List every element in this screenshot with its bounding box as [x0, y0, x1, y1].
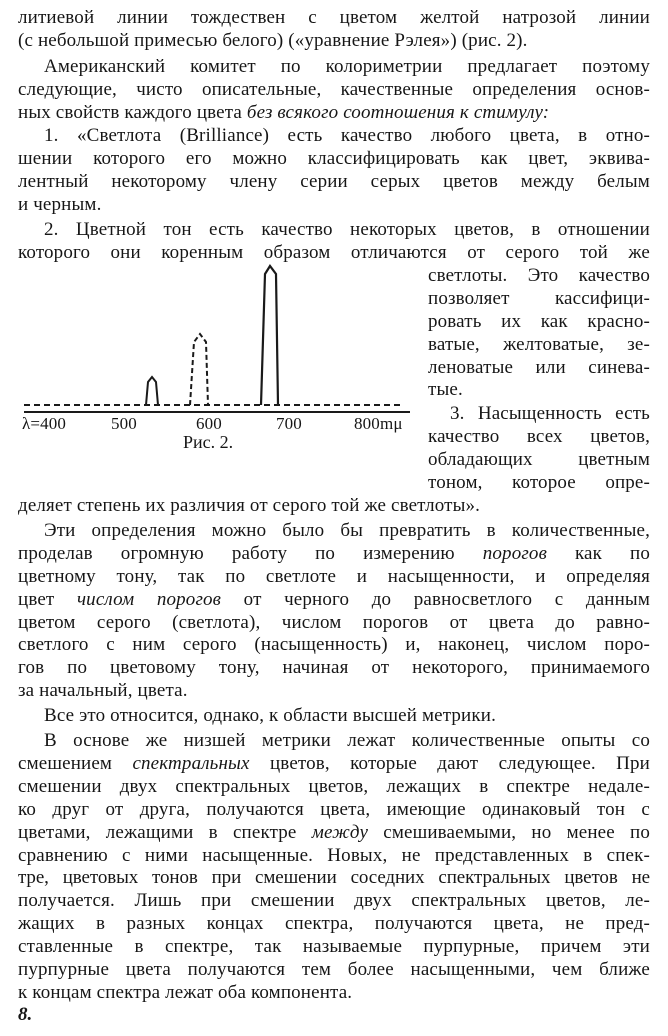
- emphasis: спектральных: [132, 752, 250, 774]
- text-line: сравнению с ними насыщенные. Новых, не представленных в спек-: [18, 844, 650, 866]
- axis-label: 500: [111, 413, 137, 433]
- text-line: и черным.: [18, 194, 102, 216]
- emphasis: числом порогов: [76, 588, 222, 610]
- text-line: позволяет кассифици-: [428, 287, 650, 309]
- text-line: ставленные в спектре, так называемые пурпурные, причем эти: [18, 936, 650, 958]
- text-line: обладающих цветным: [428, 449, 650, 471]
- text-line: 1. «Светлота (Brilliance) есть качество любого цвета, в отно-: [44, 125, 650, 147]
- text-line: пурпурные цвета получаются тем более насыщенными, чем ближе: [18, 959, 650, 981]
- emphasis: между: [311, 821, 369, 843]
- text-line: Эти определения можно было бы превратить в количественные,: [44, 519, 650, 541]
- text-line: леноватые или синева-: [428, 356, 650, 378]
- text-line: которого они коренным образом отличаются от серого той же: [18, 241, 650, 263]
- text-line: смешении двух спектральных цветов, лежащих в спектре недале-: [18, 775, 650, 797]
- peak-3: [261, 266, 278, 405]
- text-line: Американский комитет по колориметрии предлагает поэтому: [44, 55, 650, 77]
- text-line: цветом серого (светлота), числом порогов от цвета до равно-: [18, 611, 650, 633]
- text-line: цветами, лежащими в спектре между смешиваемыми, но менее по: [18, 821, 650, 843]
- axis-label: λ=400: [22, 413, 67, 433]
- text-line: к концам спектра лежат оба компонента.: [18, 982, 353, 1004]
- text-line: ко друг от друга, получаются цвета, имеющие одинаковый тон с: [18, 798, 650, 820]
- text-line: проделав огромную работу по измерению порогов как по: [18, 542, 650, 564]
- text-line: тре, цветовых тонов при смешении соседних спектральных цветов не: [18, 867, 650, 889]
- text-line: лентный некоторому члену серии серых цветов между белым: [18, 171, 650, 193]
- text-line: литиевой линии тождествен с цветом желтой натрозой линии: [18, 7, 650, 28]
- text-line: (с небольшой примесью белого) («уравнение Рэлея») (рис. 2).: [18, 29, 528, 51]
- text-line: деляет степень их различия от серого той же светлоты».: [18, 495, 481, 516]
- text-line: цветному тону, так по светлоте и насыщенности, и определяя: [18, 565, 650, 587]
- text-line: следующие, чисто описательные, качественные определения основ-: [18, 78, 650, 100]
- text-line: цвет числом порогов от черного до равносветлого с данным: [18, 588, 650, 610]
- text-line: смешением спектральных цветов, которые дают следующее. При: [18, 752, 650, 774]
- text-line: получается. Лишь при смешении двух спектральных цветов, ле-: [18, 890, 650, 912]
- text-line: ных свойств каждого цвета без всякого соотношения к стимулу:: [18, 101, 550, 123]
- text-line: тоном, которое опре-: [428, 472, 650, 494]
- text-line: 3. Насыщенность есть: [450, 403, 650, 425]
- text-line: качество всех цветов,: [428, 426, 650, 448]
- text-line: светлого с ним серого (насыщенность) и, наконец, числом поро-: [18, 634, 650, 656]
- emphasis: порогов: [482, 542, 547, 564]
- text-line: тые.: [428, 379, 463, 401]
- text-line: за начальный, цвета.: [18, 680, 188, 702]
- text-line: ватые, желтоватые, зе-: [428, 333, 650, 355]
- text-line: 2. Цветной тон есть качество некоторых цветов, в отношении: [44, 219, 650, 240]
- text-line: шении которого его можно классифицировать как цвет, эквива-: [18, 148, 650, 170]
- axis-label: 700: [276, 413, 302, 433]
- peak-2: [190, 334, 208, 405]
- text-line: В основе же низшей метрики лежат количественные опыты со: [44, 729, 650, 751]
- text-line: гов по цветовому тону, начиная от некоторого, принимаемого: [18, 657, 650, 679]
- page-number: 8.: [18, 1004, 33, 1025]
- text-line: жащих в разных концах спектра, получаются цвета, не пред-: [18, 913, 650, 935]
- text-line: ровать их как красно-: [428, 310, 650, 332]
- axis-label: 600: [196, 413, 222, 433]
- figure-caption: Рис. 2.: [183, 431, 234, 452]
- text-line: Все это относится, однако, к области высшей метрики.: [44, 705, 496, 727]
- emphasis: без всякого соотношения к стимулу:: [246, 101, 550, 123]
- peak-1: [146, 377, 158, 405]
- axis-label: 800mμ: [354, 413, 403, 433]
- text-line: светлоты. Это качество: [428, 264, 650, 286]
